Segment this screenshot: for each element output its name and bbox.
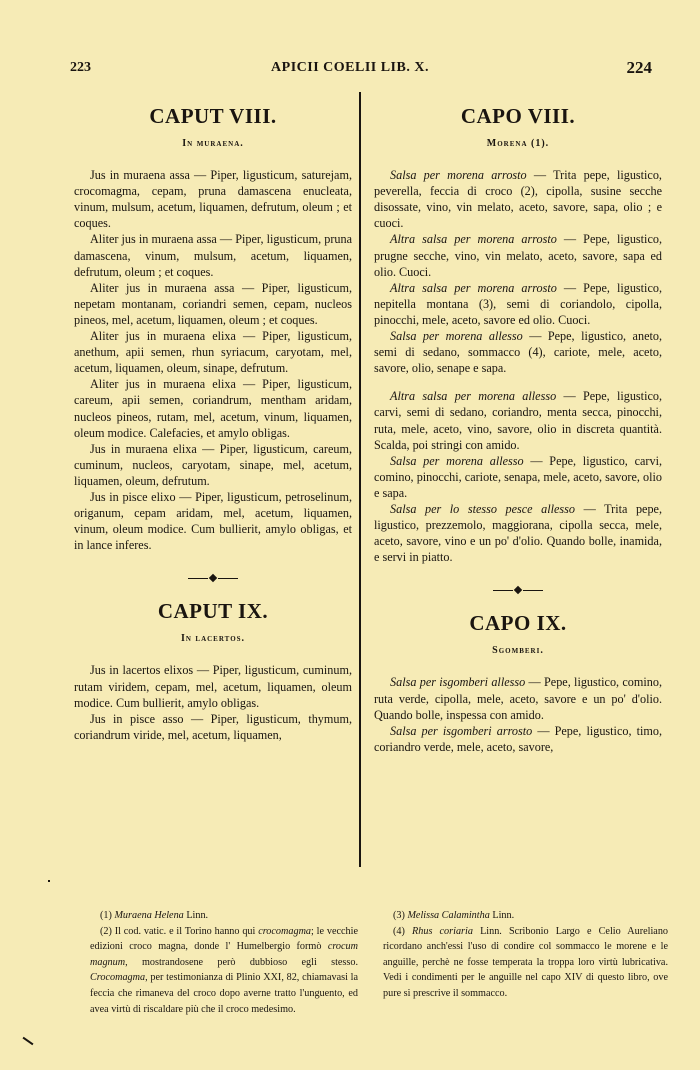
recipe-text: — Pepe, ligustico, nepitella montana (3), semi di coriandolo, cipolla, pinocchi, mele, aceto, savore ed olio. Cuoci. xyxy=(374,280,662,327)
recipe-paragraph: Aliter jus in muraena elixa — Piper, ligusticum, anethum, apii semen, rhun syriacum, caryotam, mel, acetum, liquamen, oleum, sinape, defrutum. xyxy=(74,329,352,376)
footnote-text: , mostrandosene però dubbioso egli stesso. xyxy=(125,956,358,968)
footnote xyxy=(383,908,668,924)
recipe-text: — Pepe, ligustico, aneto, semi di sedano, sommacco (4), cariote, mele, aceto, savore, olio, senape e sapa. xyxy=(374,329,663,376)
recipe-text: — Pepe, ligustico, carvi, comino, pinocchi, cariote, senapa, mele, aceto, savore, olio e sapa. xyxy=(374,453,663,500)
recipe-title: Salsa per isgomberi allesso xyxy=(390,675,526,690)
column-divider xyxy=(359,92,361,867)
recipe-paragraph: Jus in muraena assa — Piper, ligusticum, saturejam, crocomagma, cepam, pruna damascena enucleata, vinum, mulsum, acetum, liquamen, defrutum, oleum ; et coques. xyxy=(74,168,352,231)
footnote-species: Muraena Helena xyxy=(114,910,184,921)
recipe-paragraph: Aliter jus in muraena elixa — Piper, ligusticum, careum, apii semen, coriandrum, mentham aridam, nucleos pineos, rutam, mel, acetum, vinum, liquamen, oleum modice. Calefacies, et amylo obligas. xyxy=(74,377,352,440)
recipe-paragraph: Jus in lacertos elixos — Piper, ligusticum, cuminum, rutam viridem, cepam, mel, acetum, liquamen, oleum modice. Cum bullierit, amylo obligas. xyxy=(74,663,352,710)
recipe-text: — Pepe, ligustico, comino, ruta verde, cipolla, mele, aceto, savore e un po' d'olio. Quando bolle, inspessa con amido. xyxy=(374,675,662,722)
footnote-text: ; le vecchie edizioni croco magna, donde l' Humelbergio formò xyxy=(90,925,358,953)
page-blemish xyxy=(48,880,50,882)
chapter-subtitle: In muraena. xyxy=(182,138,244,149)
footnote-text: (2) Il cod. vatic. e il Torino hanno qui xyxy=(100,925,259,937)
italian-column xyxy=(374,98,662,755)
footnote-term: Crocomagma xyxy=(90,972,146,984)
recipe-paragraph xyxy=(374,280,662,328)
recipe-paragraph: Jus in pisce asso — Piper, ligusticum, thymum, coriandrum viride, mel, acetum, liquamen, xyxy=(74,711,352,742)
footnote-mark: (3) xyxy=(393,910,405,921)
recipe-paragraph: Jus in muraena elixa — Piper, ligusticum, careum, cuminum, nucleos, caryotam, sinape, mel, acetum, liquamen, oleum, defrutum. xyxy=(74,441,352,488)
spacer xyxy=(374,376,662,388)
latin-column xyxy=(74,98,352,743)
recipe-paragraph xyxy=(374,231,662,279)
running-title: APICII COELII LIB. X. xyxy=(271,60,429,75)
recipe-text: — Trita pepe, ligustico, peverella, feccia di croco (2), cipolla, susine secche disossate, vino, vin melato, aceto, savore, sapa, olio ; e cuoci. xyxy=(374,168,662,231)
footnote-term: crocum magnum xyxy=(90,941,358,968)
footnote-text: Linn. xyxy=(489,910,515,921)
chapter-heading: CAPO IX. xyxy=(469,611,567,636)
recipe-paragraph xyxy=(374,388,662,452)
footnote-mark: (4) xyxy=(393,925,405,937)
recipe-text: — Pepe, ligustico, timo, coriandro verde, mele, aceto, savore, xyxy=(374,723,663,754)
chapter-subtitle: Sgomberi. xyxy=(492,645,544,657)
recipe-paragraph xyxy=(374,453,662,501)
recipe-title: Salsa per isgomberi arrosto xyxy=(390,723,533,738)
recipe-text: — Pepe, ligustico, carvi, semi di sedano, coriandro, menta secca, pinocchi, ruta, mele, aceto, vino, savore, olio in discreta quantità. Scalda, poi stringi con amido. xyxy=(374,389,662,452)
ornament-divider xyxy=(374,583,662,597)
footnotes-right xyxy=(383,908,668,1002)
chapter-subtitle: In lacertos. xyxy=(180,633,246,645)
footnote-text: Linn. Scribonio Largo e Celio Aureliano ricordano anch'essi l'uso di condire col sommacco le morene e le anguille, perchè ne fosse temperata la troppa loro virtù lubricativa. Vedi i condimenti per le anguille nel capo XIV di questo libro, ove pure si prescrive il sommacco. xyxy=(383,925,669,999)
recipe-paragraph: Aliter jus in muraena assa — Piper, ligusticum, pruna damascena, vinum, mulsum, acetum, liquamen, defrutum, oleum ; et coques. xyxy=(74,232,352,279)
recipe-title: Salsa per lo stesso pesce allesso xyxy=(390,501,576,516)
recipe-title: Salsa per morena allesso xyxy=(390,329,523,344)
recipe-paragraph xyxy=(374,328,662,376)
footnote-text: , per testimonianza di Plinio XXI, 82, chiamavasi la feccia che rimaneva del croco dopo averne tratto l'unguento, ed avea virtù di riscaldare più che il croco medesimo. xyxy=(90,972,358,1015)
page-number-left: 223 xyxy=(70,60,91,75)
footnote xyxy=(90,924,358,1018)
recipe-text: — Pepe, ligustico, prugne secche, vino, vin melato, aceto, savore, sapa ed olio. Cuoci. xyxy=(374,232,662,279)
chapter-heading: CAPUT IX. xyxy=(157,599,269,624)
footnote xyxy=(383,924,668,1002)
footnote-species: Melissa Calamintha xyxy=(407,910,490,921)
footnotes-left xyxy=(90,908,358,1017)
chapter-subtitle: Morena (1). xyxy=(486,138,550,149)
page-blemish xyxy=(23,1037,34,1046)
recipe-text: — Trita pepe, ligustico, prezzemolo, maggiorana, cipolla secca, mele, aceto, savore, vino e un po' d'olio. Quando bolle, inamida, e servi in piatto. xyxy=(374,501,662,565)
recipe-paragraph xyxy=(374,167,662,231)
footnote-term: crocomagma xyxy=(258,925,312,937)
chapter-heading: CAPUT VIII. xyxy=(149,104,277,128)
recipe-title: Altra salsa per morena arrosto xyxy=(390,232,557,247)
ornament-divider xyxy=(74,571,352,585)
recipe-title: Altra salsa per morena arrosto xyxy=(390,280,557,295)
recipe-title: Altra salsa per morena allesso xyxy=(390,389,557,404)
page-number-right: 224 xyxy=(626,58,652,77)
recipe-paragraph: Aliter jus in muraena assa — Piper, ligusticum, nepetam montanam, coriandri semen, cepam, nucleos pineos, mel, acetum, liquamen, oleum ; et coques. xyxy=(74,280,352,327)
page-header xyxy=(0,56,700,78)
footnote-species: Rhus coriaria xyxy=(412,925,473,937)
footnote xyxy=(90,908,358,924)
recipe-title: Salsa per morena allesso xyxy=(390,453,524,468)
footnote-mark: (1) xyxy=(100,910,112,921)
chapter-heading: CAPO VIII. xyxy=(460,104,576,128)
recipe-paragraph xyxy=(374,674,662,722)
recipe-paragraph xyxy=(374,501,662,565)
recipe-title: Salsa per morena arrosto xyxy=(390,168,527,183)
recipe-paragraph xyxy=(374,723,662,755)
recipe-paragraph: Jus in pisce elixo — Piper, ligusticum, petroselinum, origanum, cepam aridam, mel, acetum, liquamen, vinum, oleum modice. Cum bullierit, amylo obligas, et in lance inferes. xyxy=(74,489,352,553)
footnote-text: Linn. xyxy=(183,910,209,921)
